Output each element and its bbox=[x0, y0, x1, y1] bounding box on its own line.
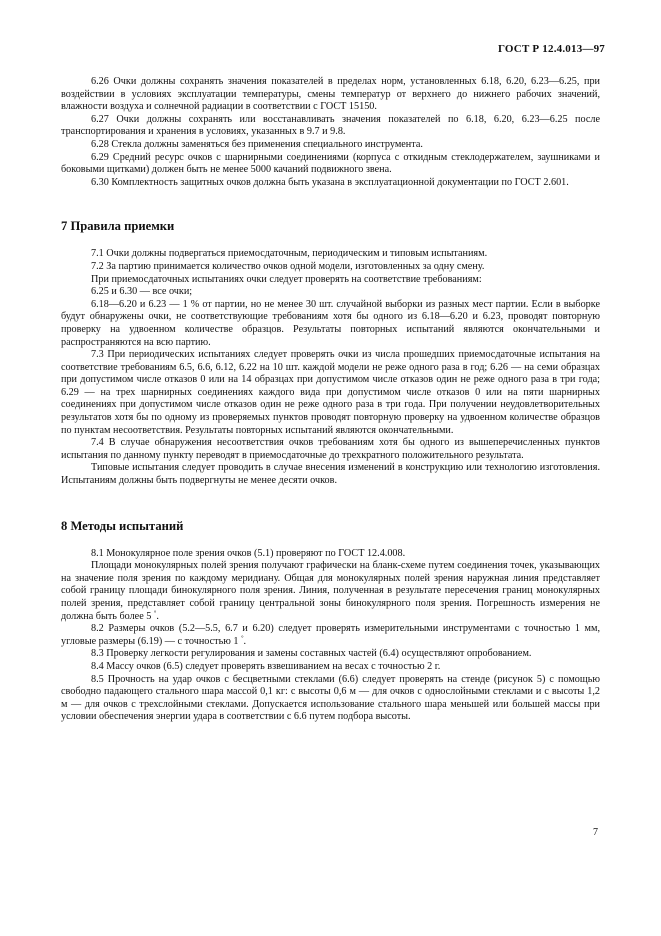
monocular-field-text: Площади монокулярных полей зрения получают графически на бланк-схеме путем соединения точек, указывающих на значение поля зрения по каждому меридиану. Общая для монокулярных полей зрения наружная линия представляет собой границу площади бинокулярного поля зрения. Линия, полученная в результате пересечения границ монокулярных полей зрения, представляет собой границу центральной зоны бинокулярного поля зрения. Погрешность измерения не должна быть более 5 bbox=[61, 560, 600, 622]
clause-6-27: 6.27 Очки должны сохранять или восстанавливать значения показателей по 6.18, 6.20, 6.23—6.25 после транспортирования и хранения в условиях, указанных в 9.7 и 9.8. bbox=[61, 113, 600, 138]
page-number: 7 bbox=[593, 827, 598, 838]
clause-7-1: 7.1 Очки должны подвергаться приемосдаточным, периодическим и типовым испытаниям. bbox=[91, 248, 488, 260]
sentence-end: . bbox=[243, 635, 247, 647]
section-7-heading: 7 Правила приемки bbox=[61, 219, 175, 234]
clause-8-1: 8.1 Монокулярное поле зрения очков (5.1) проверяют по ГОСТ 12.4.008. bbox=[91, 547, 406, 559]
clause-8-5: 8.5 Прочность на удар очков с бесцветными стеклами (6.6) следует проверять на стенде (рисунок 5) с помощью свободно падающего стального шара массой 0,1 кг: с высоты 0,6 м — для очков с однослойными стеклами и с высоты 1,2 м — для очков с трехслойными стеклами. Допускается использование стального шара меньшей или большей массы при условии обеспечения энергии удара в соответствии с 6.6 путем подбора высоты. bbox=[61, 673, 600, 723]
clause-8-2-text: 8.2 Размеры очков (5.2—5.5, 6.7 и 6.20) следует проверять измерительными инструментами с точностью 1 мм, угловые размеры (6.19) — с точностью 1 bbox=[61, 623, 600, 647]
clause-7-4: 7.4 В случае обнаружения несоответствия очков требованиям хотя бы одного из вышеперечисленных пунктов испытания по данному пункту переводят в приемосдаточные до трехкратного положительного результата. bbox=[61, 437, 600, 461]
page-content bbox=[61, 76, 600, 724]
section-8-heading: 8 Методы испытаний bbox=[61, 518, 184, 533]
degree-sign: ° bbox=[153, 610, 157, 617]
clause-6-28: 6.28 Стекла должны заменяться без применения специального инструмента. bbox=[91, 138, 423, 150]
clause-7-3: 7.3 При периодических испытаниях следует проверять очки из числа прошедших приемосдаточные испытания на соответствие требованиям 6.5, 6.6, 6.12, 6.22 на 10 шт. каждой модели не реже одного раза в год; 6.26 — на семи образцах при допустимом числе отказов 0 или на 14 образцах при допустимом числе отказов один не реже одного раза в три года; 6.29 — на трех шарнирных соединениях каждого вида при допустимом числе отказов 0 или на пяти шарнирных соединениях при допустимом числе отказов один не реже одного раза в три года. При получении неудовлетворительных результатов хотя бы по одному из проверяемых пунктов проводят повторную проверку на удвоенном количестве образцов по пунктам несоответствия. Результаты повторных испытаний являются окончательными. bbox=[61, 349, 600, 436]
document-id-header: ГОСТ Р 12.4.013—97 bbox=[497, 43, 605, 55]
type-tests-paragraph: Типовые испытания следует проводить в случае внесения изменений в конструкцию или технологию изготовления. Испытаниям должны быть подвергнуты не менее десяти очков. bbox=[61, 462, 600, 487]
clause-8-3: 8.3 Проверку легкости регулирования и замены составных частей (6.4) осуществляют опробованием. bbox=[91, 648, 532, 660]
clause-6-29: 6.29 Средний ресурс очков с шарнирными соединениями (корпуса с откидным стеклодержателем, заушниками и боковыми щитками) должен быть не менее 5000 качаний подвижного звена. bbox=[61, 151, 600, 176]
clause-7-2: 7.2 За партию принимается количество очков одной модели, изготовленных за одну смену. bbox=[91, 260, 485, 272]
sentence-end: . bbox=[156, 610, 159, 622]
clause-8-2 bbox=[61, 623, 600, 648]
clause-6-26: 6.26 Очки должны сохранять значения показателей в пределах норм, установленных 6.18, 6.20, 6.23—6.25, при воздействии в условиях эксплуатации температуры, смены температур от верхнего до нижнего рабочих значений, влажности воздуха и солнечной радиации в соответствии с ГОСТ 15150. bbox=[61, 76, 600, 113]
monocular-field-paragraph bbox=[61, 560, 600, 623]
acceptance-all-items: 6.25 и 6.30 — все очки; bbox=[91, 286, 193, 298]
clause-6-30: 6.30 Комплектность защитных очков должна быть указана в эксплуатационной документации по ГОСТ 2.601. bbox=[91, 176, 569, 188]
acceptance-sample-rule: 6.18—6.20 и 6.23 — 1 % от партии, но не менее 30 шт. случайной выборки из разных мест партии. Если в выборке будут обнаружены очки, не соответствующие требованиям хотя бы одного из 6.18—6.20 и 6.23, проводят повторную проверку на удвоенном количестве образцов. Результаты повторных испытаний являются окончательными и распространяются на всю партию. bbox=[61, 298, 600, 348]
degree-sign: ° bbox=[241, 635, 244, 642]
acceptance-requirements-intro: При приемосдаточных испытаниях очки следует проверять на соответствие требованиям: bbox=[91, 273, 482, 285]
clause-8-4: 8.4 Массу очков (6.5) следует проверять взвешиванием на весах с точностью 2 г. bbox=[91, 660, 441, 672]
